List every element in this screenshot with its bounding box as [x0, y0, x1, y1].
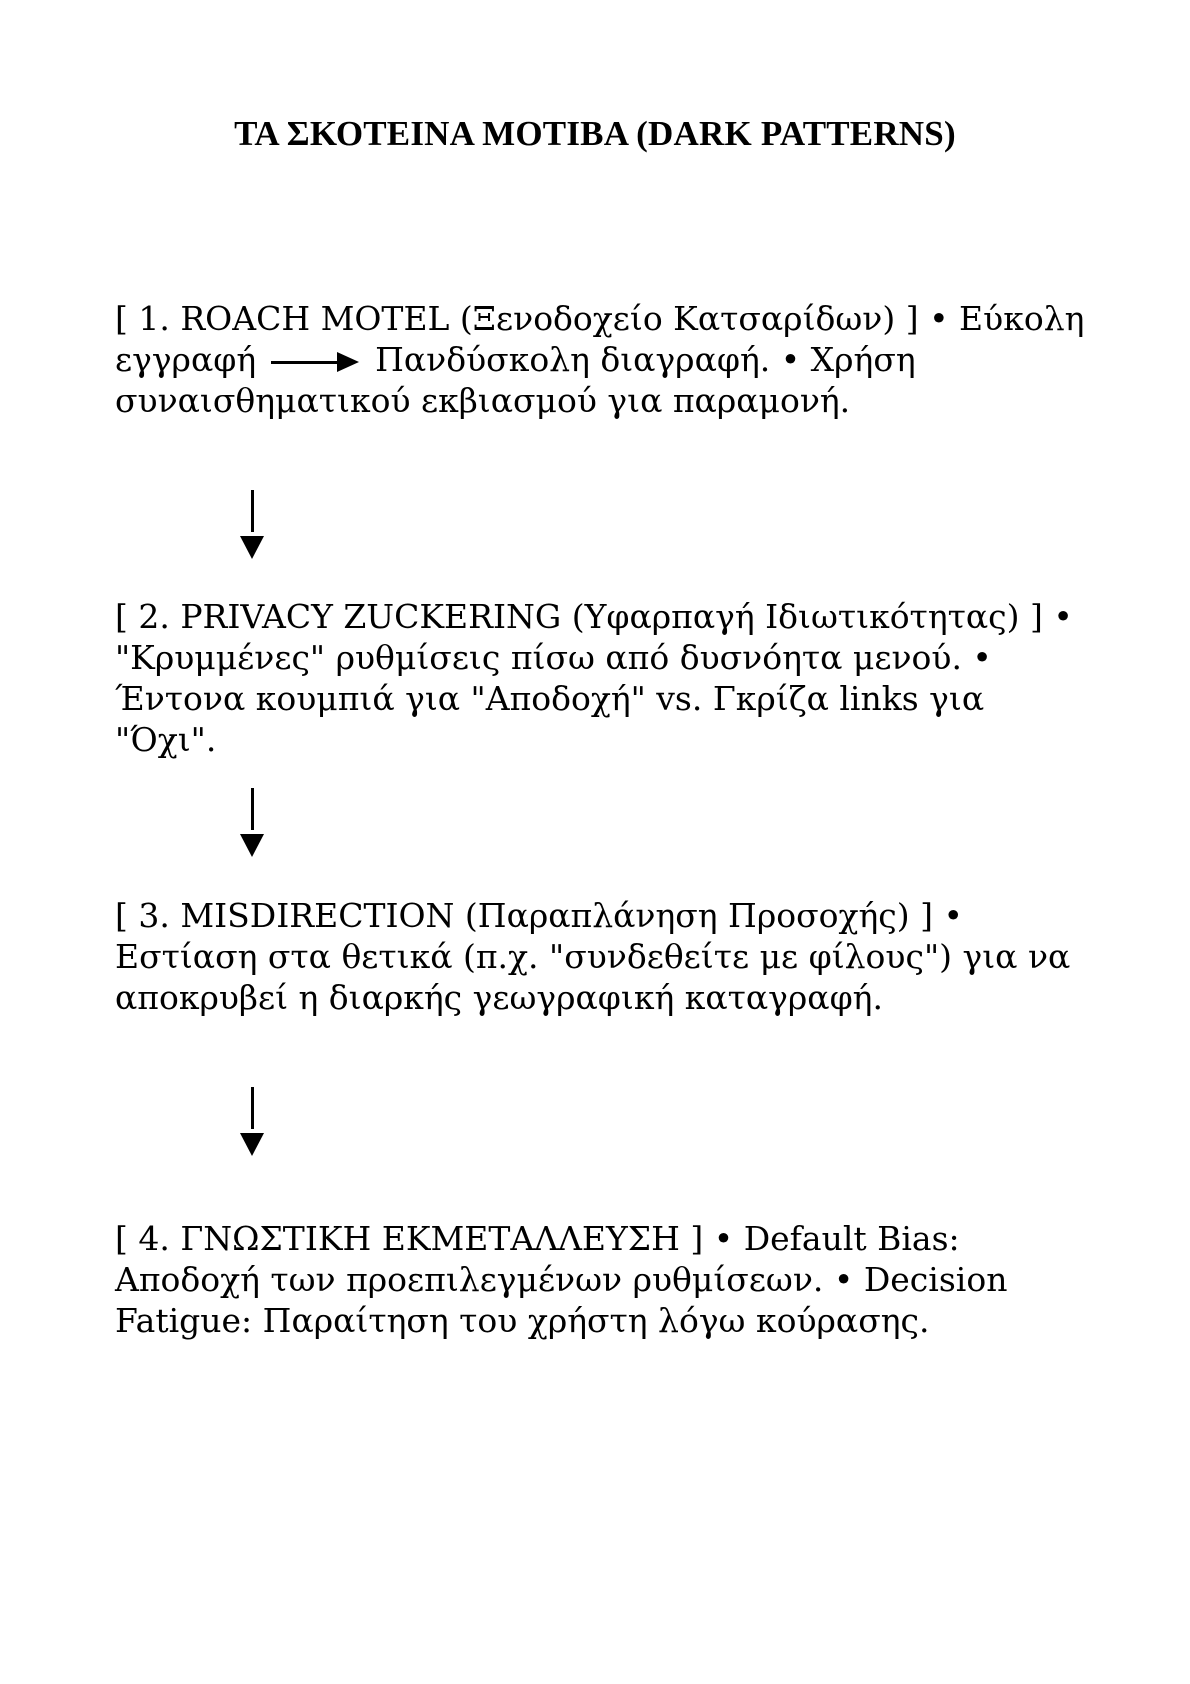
down-arrow-icon: [238, 490, 268, 560]
section-privacy-zuckering: [ 2. PRIVACY ZUCKERING (Υφαρπαγή Ιδιωτικότητας) ] • "Κρυμμένες" ρυθμίσεις πίσω από δυσνόητα μενού. • Έντονα κουμπιά για "Αποδοχή" vs. Γκρίζα links για "Όχι".: [115, 597, 1073, 759]
section-text-part: [ 1. ROACH MOTEL (Ξενοδοχείο Κατσαρίδων) ] • Εύκολη εγγραφή: [115, 299, 1085, 379]
section-text-part: Πανδύσκολη διαγραφή. • Χρήση συναισθηματικού εκβιασμού για παραμονή.: [115, 340, 916, 420]
section-misdirection: [ 3. MISDIRECTION (Παραπλάνηση Προσοχής) ] • Εστίαση στα θετικά (π.χ. "συνδεθείτε με φίλους") για να αποκρυβεί η διαρκής γεωγραφική καταγραφή.: [115, 896, 1071, 1017]
section-cognitive-exploitation: [ 4. ΓΝΩΣΤΙΚΗ ΕΚΜΕΤΑΛΛΕΥΣΗ ] • Default Bias: Αποδοχή των προεπιλεγμένων ρυθμίσεων. • Decision Fatigue: Παραίτηση του χρήστη λόγω κούρασης.: [115, 1219, 1008, 1340]
section-roach-motel: [115, 298, 1095, 421]
right-arrow-icon: [271, 352, 359, 372]
down-arrow-icon: [238, 788, 268, 858]
down-arrow-icon: [238, 1087, 268, 1157]
page-title: ΤΑ ΣΚΟΤΕΙΝΑ ΜΟΤΙΒΑ (DARK PATTERNS): [234, 114, 956, 153]
